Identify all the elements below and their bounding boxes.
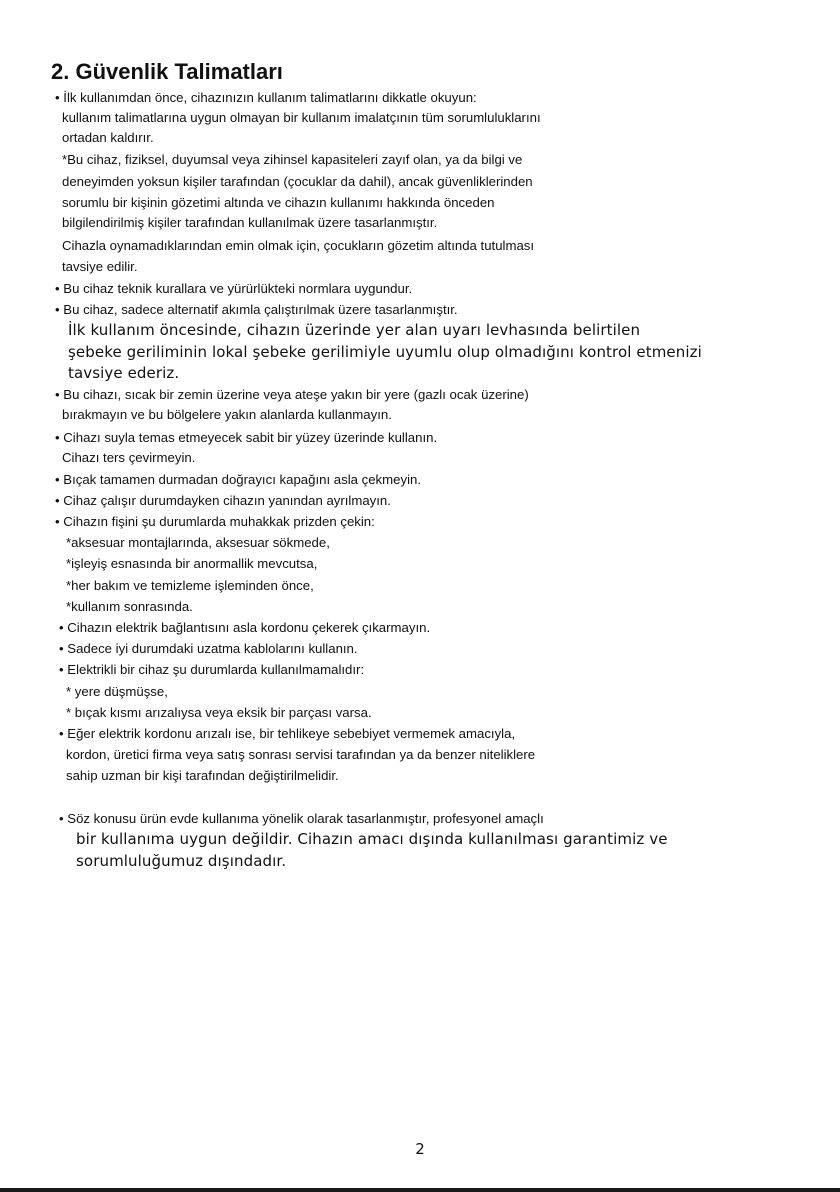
text-line: şebeke geriliminin lokal şebeke gerilimiyle uyumlu olup olmadığını kontrol etmenizi [68,343,702,361]
text-line: • Cihazın fişini şu durumlarda muhakkak prizden çekin: [55,514,375,529]
page-title: 2. Güvenlik Talimatları [51,59,283,84]
text-line: * yere düşmüşse, [66,684,168,699]
text-line: • Sadece iyi durumdaki uzatma kablolarını kullanın. [59,641,358,656]
text-line: sorumluluğumuz dışındadır. [76,852,287,870]
text-line: bir kullanıma uygun değildir. Cihazın amacı dışında kullanılması garantimiz ve [76,830,668,848]
text-line: tavsiye edilir. [62,259,138,274]
text-line: • Eğer elektrik kordonu arızalı ise, bir tehlikeye sebebiyet vermemek amacıyla, [59,726,516,741]
text-line: * bıçak kısmı arızalıysa veya eksik bir parçası varsa. [66,705,372,720]
text-line: kordon, üretici firma veya satış sonrası servisi tarafından ya da benzer niteliklere [66,747,536,762]
text-line: • Bıçak tamamen durmadan doğrayıcı kapağını asla çekmeyin. [55,472,421,487]
text-line: sorumlu bir kişinin gözetimi altında ve cihazın kullanımı hakkında önceden [62,195,495,210]
text-line: Cihazla oynamadıklarından emin olmak için, çocukların gözetim altında tutulması [62,238,535,253]
text-line: Cihazı ters çevirmeyin. [62,450,196,465]
text-line: İlk kullanım öncesinde, cihazın üzerinde yer alan uyarı levhasında belirtilen [68,321,641,339]
text-line: • Bu cihaz, sadece alternatif akımla çalıştırılmak üzere tasarlanmıştır. [55,302,458,317]
text-line: • Söz konusu ürün evde kullanıma yönelik olarak tasarlanmıştır, profesyonel amaçlı [59,811,544,826]
page-number: 2 [415,1140,425,1158]
text-line: • Cihaz çalışır durumdayken cihazın yanından ayrılmayın. [55,493,391,508]
text-line: bırakmayın ve bu bölgelere yakın alanlarda kullanmayın. [62,407,392,422]
text-line: *işleyiş esnasında bir anormallik mevcutsa, [66,556,318,571]
text-line: tavsiye ederiz. [68,364,180,382]
text-line: sahip uzman bir kişi tarafından değiştirilmelidir. [66,768,339,783]
text-line: *Bu cihaz, fiziksel, duyumsal veya zihinsel kapasiteleri zayıf olan, ya da bilgi ve [62,152,523,167]
text-line: • Bu cihaz teknik kurallara ve yürürlükteki normlara uygundur. [55,281,413,296]
text-line: ortadan kaldırır. [62,130,154,145]
text-line: bilgilendirilmiş kişiler tarafından kullanılmak üzere tasarlanmıştır. [62,215,438,230]
text-line: *aksesuar montajlarında, aksesuar sökmede, [66,535,330,550]
text-line: deneyimden yoksun kişiler tarafından (çocuklar da dahil), ancak güvenliklerinden [62,174,533,189]
text-line: • İlk kullanımdan önce, cihazınızın kullanım talimatlarını dikkatle okuyun: [55,90,477,105]
text-line: • Cihazı suyla temas etmeyecek sabit bir yüzey üzerinde kullanın. [55,430,438,445]
text-line: • Bu cihazı, sıcak bir zemin üzerine veya ateşe yakın bir yere (gazlı ocak üzerine) [55,387,529,402]
text-line: *kullanım sonrasında. [66,599,193,614]
text-line: • Elektrikli bir cihaz şu durumlarda kullanılmamalıdır: [59,662,365,677]
text-line: kullanım talimatlarına uygun olmayan bir kullanım imalatçının tüm sorumluluklarını [62,110,541,125]
text-line: • Cihazın elektrik bağlantısını asla kordonu çekerek çıkarmayın. [59,620,431,635]
bottom-rule [0,1188,840,1192]
text-line: *her bakım ve temizleme işleminden önce, [66,578,314,593]
